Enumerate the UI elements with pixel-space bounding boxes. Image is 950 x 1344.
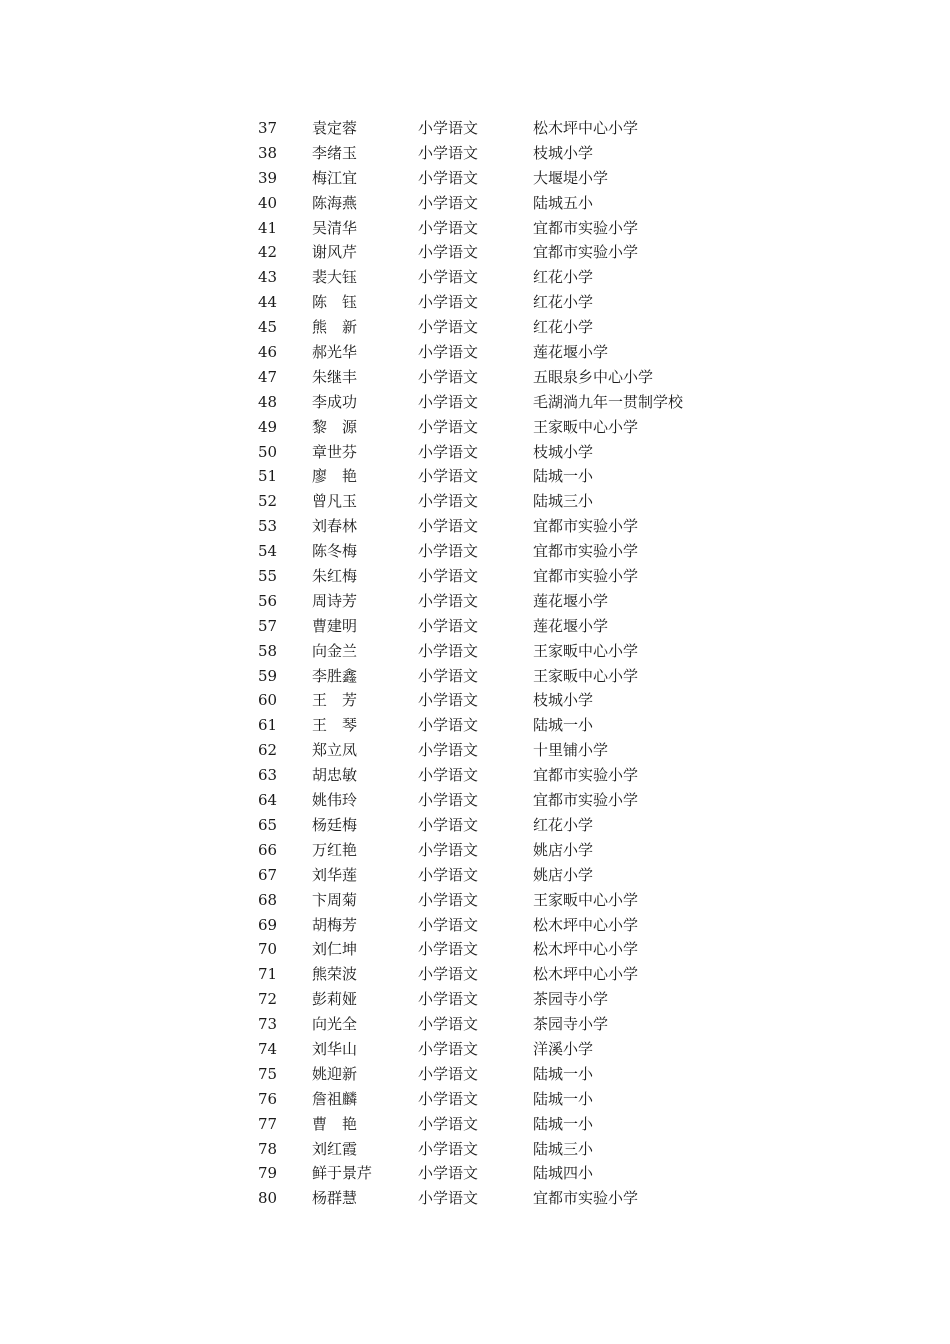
subject: 小学语文: [418, 890, 479, 909]
table-row: [258, 464, 778, 489]
subject: 小学语文: [418, 218, 479, 237]
row-number: 79: [258, 1164, 278, 1183]
school-name: 毛湖淌九年一贯制学校: [533, 392, 684, 411]
row-number: 50: [258, 442, 278, 461]
row-number: 51: [258, 467, 278, 486]
school-name: 大堰堤小学: [533, 168, 609, 187]
subject: 小学语文: [418, 467, 479, 486]
school-name: 松木坪中心小学: [533, 119, 639, 137]
subject: 小学语文: [418, 492, 479, 511]
table-row: [258, 440, 778, 465]
subject: 小学语文: [418, 840, 479, 859]
subject: 小学语文: [418, 965, 479, 984]
school-name: 枝城小学: [533, 442, 594, 461]
row-number: 42: [258, 243, 278, 262]
row-number: 37: [258, 119, 278, 137]
school-name: 红花小学: [533, 318, 594, 337]
subject: 小学语文: [418, 915, 479, 934]
teacher-name: 万红艳: [312, 840, 358, 859]
school-name: 王家畈中心小学: [533, 890, 639, 909]
table-row: [258, 489, 778, 514]
table-row: [258, 1012, 778, 1037]
school-name: 松木坪中心小学: [533, 940, 639, 959]
row-number: 70: [258, 940, 278, 959]
teacher-name: 刘华山: [312, 1039, 358, 1058]
table-row: [258, 539, 778, 564]
row-number: 66: [258, 840, 278, 859]
table-row: [258, 1087, 778, 1112]
school-name: 陆城四小: [533, 1164, 594, 1183]
school-name: 王家畈中心小学: [533, 641, 639, 660]
teacher-name: 曹 艳: [312, 1114, 358, 1133]
subject: 小学语文: [418, 1039, 479, 1058]
row-number: 67: [258, 865, 278, 884]
subject: 小学语文: [418, 367, 479, 386]
table-row: [258, 514, 778, 539]
school-name: 宜都市实验小学: [533, 567, 639, 586]
subject: 小学语文: [418, 1139, 479, 1158]
table-row: [258, 166, 778, 191]
row-number: 57: [258, 616, 278, 635]
table-row: [258, 1037, 778, 1062]
row-number: 65: [258, 815, 278, 834]
school-name: 茶园寺小学: [533, 990, 609, 1009]
table-row: [258, 216, 778, 241]
school-name: 宜都市实验小学: [533, 243, 639, 262]
subject: 小学语文: [418, 542, 479, 561]
row-number: 43: [258, 268, 278, 287]
school-name: 宜都市实验小学: [533, 517, 639, 536]
subject: 小学语文: [418, 168, 479, 187]
subject: 小学语文: [418, 940, 479, 959]
school-name: 陆城三小: [533, 492, 594, 511]
row-number: 76: [258, 1089, 278, 1108]
school-name: 姚店小学: [533, 840, 594, 859]
teacher-name: 梅江宜: [312, 168, 358, 187]
row-number: 64: [258, 791, 278, 810]
row-number: 47: [258, 367, 278, 386]
table-row: [258, 1112, 778, 1137]
teacher-name: 朱红梅: [312, 567, 358, 586]
subject: 小学语文: [418, 1189, 479, 1208]
table-row: [258, 340, 778, 365]
school-name: 陆城一小: [533, 1089, 594, 1108]
teacher-list: [258, 116, 778, 1211]
teacher-name: 熊荣波: [312, 965, 358, 984]
school-name: 枝城小学: [533, 691, 594, 710]
teacher-name: 朱继丰: [312, 367, 358, 386]
table-row: [258, 415, 778, 440]
table-row: [258, 315, 778, 340]
school-name: 陆城一小: [533, 716, 594, 735]
subject: 小学语文: [418, 666, 479, 685]
row-number: 40: [258, 193, 278, 212]
teacher-name: 陈冬梅: [312, 542, 358, 561]
school-name: 十里铺小学: [533, 741, 609, 760]
school-name: 陆城一小: [533, 467, 594, 486]
table-row: [258, 141, 778, 166]
subject: 小学语文: [418, 990, 479, 1009]
school-name: 松木坪中心小学: [533, 915, 639, 934]
school-name: 宜都市实验小学: [533, 766, 639, 785]
table-row: [258, 290, 778, 315]
teacher-name: 向光全: [312, 1015, 358, 1034]
table-row: [258, 713, 778, 738]
subject: 小学语文: [418, 268, 479, 287]
row-number: 46: [258, 343, 278, 362]
teacher-name: 鲜于景芹: [312, 1164, 373, 1183]
school-name: 茶园寺小学: [533, 1015, 609, 1034]
subject: 小学语文: [418, 392, 479, 411]
subject: 小学语文: [418, 243, 479, 262]
school-name: 宜都市实验小学: [533, 542, 639, 561]
row-number: 80: [258, 1189, 278, 1208]
teacher-name: 刘春林: [312, 517, 358, 536]
teacher-name: 曹建明: [312, 616, 358, 635]
row-number: 68: [258, 890, 278, 909]
teacher-name: 刘仁坤: [312, 940, 358, 959]
teacher-name: 谢风芹: [312, 243, 358, 262]
table-row: [258, 191, 778, 216]
teacher-name: 周诗芳: [312, 591, 358, 610]
subject: 小学语文: [418, 343, 479, 362]
teacher-name: 袁定蓉: [312, 119, 358, 137]
table-row: [258, 888, 778, 913]
table-row: [258, 240, 778, 265]
table-row: [258, 1137, 778, 1162]
row-number: 44: [258, 293, 278, 312]
row-number: 41: [258, 218, 278, 237]
subject: 小学语文: [418, 318, 479, 337]
table-row: [258, 913, 778, 938]
row-number: 75: [258, 1064, 278, 1083]
school-name: 五眼泉乡中心小学: [533, 367, 654, 386]
row-number: 54: [258, 542, 278, 561]
table-row: [258, 1186, 778, 1211]
subject: 小学语文: [418, 865, 479, 884]
subject: 小学语文: [418, 691, 479, 710]
school-name: 松木坪中心小学: [533, 965, 639, 984]
teacher-name: 李绪玉: [312, 143, 358, 162]
table-row: [258, 763, 778, 788]
table-row: [258, 688, 778, 713]
row-number: 71: [258, 965, 278, 984]
subject: 小学语文: [418, 791, 479, 810]
subject: 小学语文: [418, 641, 479, 660]
teacher-name: 王 芳: [312, 691, 358, 710]
table-row: [258, 265, 778, 290]
school-name: 陆城一小: [533, 1064, 594, 1083]
teacher-name: 吴清华: [312, 218, 358, 237]
subject: 小学语文: [418, 193, 479, 212]
teacher-name: 刘红霞: [312, 1139, 358, 1158]
subject: 小学语文: [418, 1015, 479, 1034]
table-row: [258, 937, 778, 962]
subject: 小学语文: [418, 815, 479, 834]
subject: 小学语文: [418, 442, 479, 461]
school-name: 宜都市实验小学: [533, 218, 639, 237]
teacher-name: 裴大钰: [312, 268, 358, 287]
subject: 小学语文: [418, 616, 479, 635]
subject: 小学语文: [418, 567, 479, 586]
school-name: 宜都市实验小学: [533, 1189, 639, 1208]
row-number: 45: [258, 318, 278, 337]
teacher-name: 李成功: [312, 392, 358, 411]
subject: 小学语文: [418, 143, 479, 162]
school-name: 莲花堰小学: [533, 343, 609, 362]
subject: 小学语文: [418, 591, 479, 610]
table-row: [258, 863, 778, 888]
table-row: [258, 614, 778, 639]
subject: 小学语文: [418, 417, 479, 436]
school-name: 莲花堰小学: [533, 591, 609, 610]
row-number: 77: [258, 1114, 278, 1133]
teacher-name: 王 琴: [312, 716, 358, 735]
subject: 小学语文: [418, 517, 479, 536]
subject: 小学语文: [418, 766, 479, 785]
school-name: 枝城小学: [533, 143, 594, 162]
teacher-name: 詹祖麟: [312, 1089, 358, 1108]
row-number: 63: [258, 766, 278, 785]
teacher-name: 胡梅芳: [312, 915, 358, 934]
school-name: 姚店小学: [533, 865, 594, 884]
teacher-name: 向金兰: [312, 641, 358, 660]
row-number: 62: [258, 741, 278, 760]
subject: 小学语文: [418, 1164, 479, 1183]
row-number: 59: [258, 666, 278, 685]
school-name: 红花小学: [533, 293, 594, 312]
row-number: 69: [258, 915, 278, 934]
teacher-name: 杨群慧: [312, 1189, 358, 1208]
school-name: 王家畈中心小学: [533, 417, 639, 436]
table-row: [258, 365, 778, 390]
teacher-name: 章世芬: [312, 442, 358, 461]
school-name: 宜都市实验小学: [533, 791, 639, 810]
teacher-name: 郑立凤: [312, 741, 358, 760]
table-row: [258, 987, 778, 1012]
row-number: 52: [258, 492, 278, 511]
row-number: 60: [258, 691, 278, 710]
row-number: 56: [258, 591, 278, 610]
subject: 小学语文: [418, 293, 479, 312]
teacher-name: 姚迎新: [312, 1064, 358, 1083]
subject: 小学语文: [418, 741, 479, 760]
teacher-name: 刘华莲: [312, 865, 358, 884]
table-row: [258, 788, 778, 813]
row-number: 38: [258, 143, 278, 162]
teacher-name: 彭莉娅: [312, 990, 358, 1009]
table-row: [258, 738, 778, 763]
teacher-name: 陈海燕: [312, 193, 358, 212]
subject: 小学语文: [418, 716, 479, 735]
table-row: [258, 664, 778, 689]
teacher-name: 陈 钰: [312, 293, 358, 312]
table-row: [258, 1062, 778, 1087]
school-name: 红花小学: [533, 268, 594, 287]
row-number: 74: [258, 1039, 278, 1058]
table-row: [258, 390, 778, 415]
teacher-name: 胡忠敏: [312, 766, 358, 785]
school-name: 王家畈中心小学: [533, 666, 639, 685]
teacher-name: 杨廷梅: [312, 815, 358, 834]
table-row: [258, 639, 778, 664]
row-number: 73: [258, 1015, 278, 1034]
row-number: 78: [258, 1139, 278, 1158]
subject: 小学语文: [418, 1114, 479, 1133]
table-row: [258, 1161, 778, 1186]
subject: 小学语文: [418, 1089, 479, 1108]
table-row: [258, 589, 778, 614]
subject: 小学语文: [418, 119, 479, 137]
school-name: 陆城一小: [533, 1114, 594, 1133]
teacher-name: 李胜鑫: [312, 666, 358, 685]
school-name: 洋溪小学: [533, 1039, 594, 1058]
table-row: [258, 813, 778, 838]
table-row: [258, 116, 778, 141]
teacher-name: 郝光华: [312, 343, 358, 362]
row-number: 53: [258, 517, 278, 536]
teacher-name: 曾凡玉: [312, 492, 358, 511]
school-name: 红花小学: [533, 815, 594, 834]
teacher-name: 姚伟玲: [312, 791, 358, 810]
row-number: 72: [258, 990, 278, 1009]
teacher-name: 黎 源: [312, 417, 358, 436]
table-row: [258, 564, 778, 589]
row-number: 58: [258, 641, 278, 660]
teacher-name: 廖 艳: [312, 467, 358, 486]
row-number: 55: [258, 567, 278, 586]
row-number: 61: [258, 716, 278, 735]
school-name: 陆城五小: [533, 193, 594, 212]
row-number: 39: [258, 168, 278, 187]
table-row: [258, 962, 778, 987]
table-row: [258, 838, 778, 863]
row-number: 48: [258, 392, 278, 411]
teacher-name: 熊 新: [312, 318, 358, 337]
school-name: 陆城三小: [533, 1139, 594, 1158]
row-number: 49: [258, 417, 278, 436]
teacher-name: 卞周菊: [312, 890, 358, 909]
subject: 小学语文: [418, 1064, 479, 1083]
school-name: 莲花堰小学: [533, 616, 609, 635]
